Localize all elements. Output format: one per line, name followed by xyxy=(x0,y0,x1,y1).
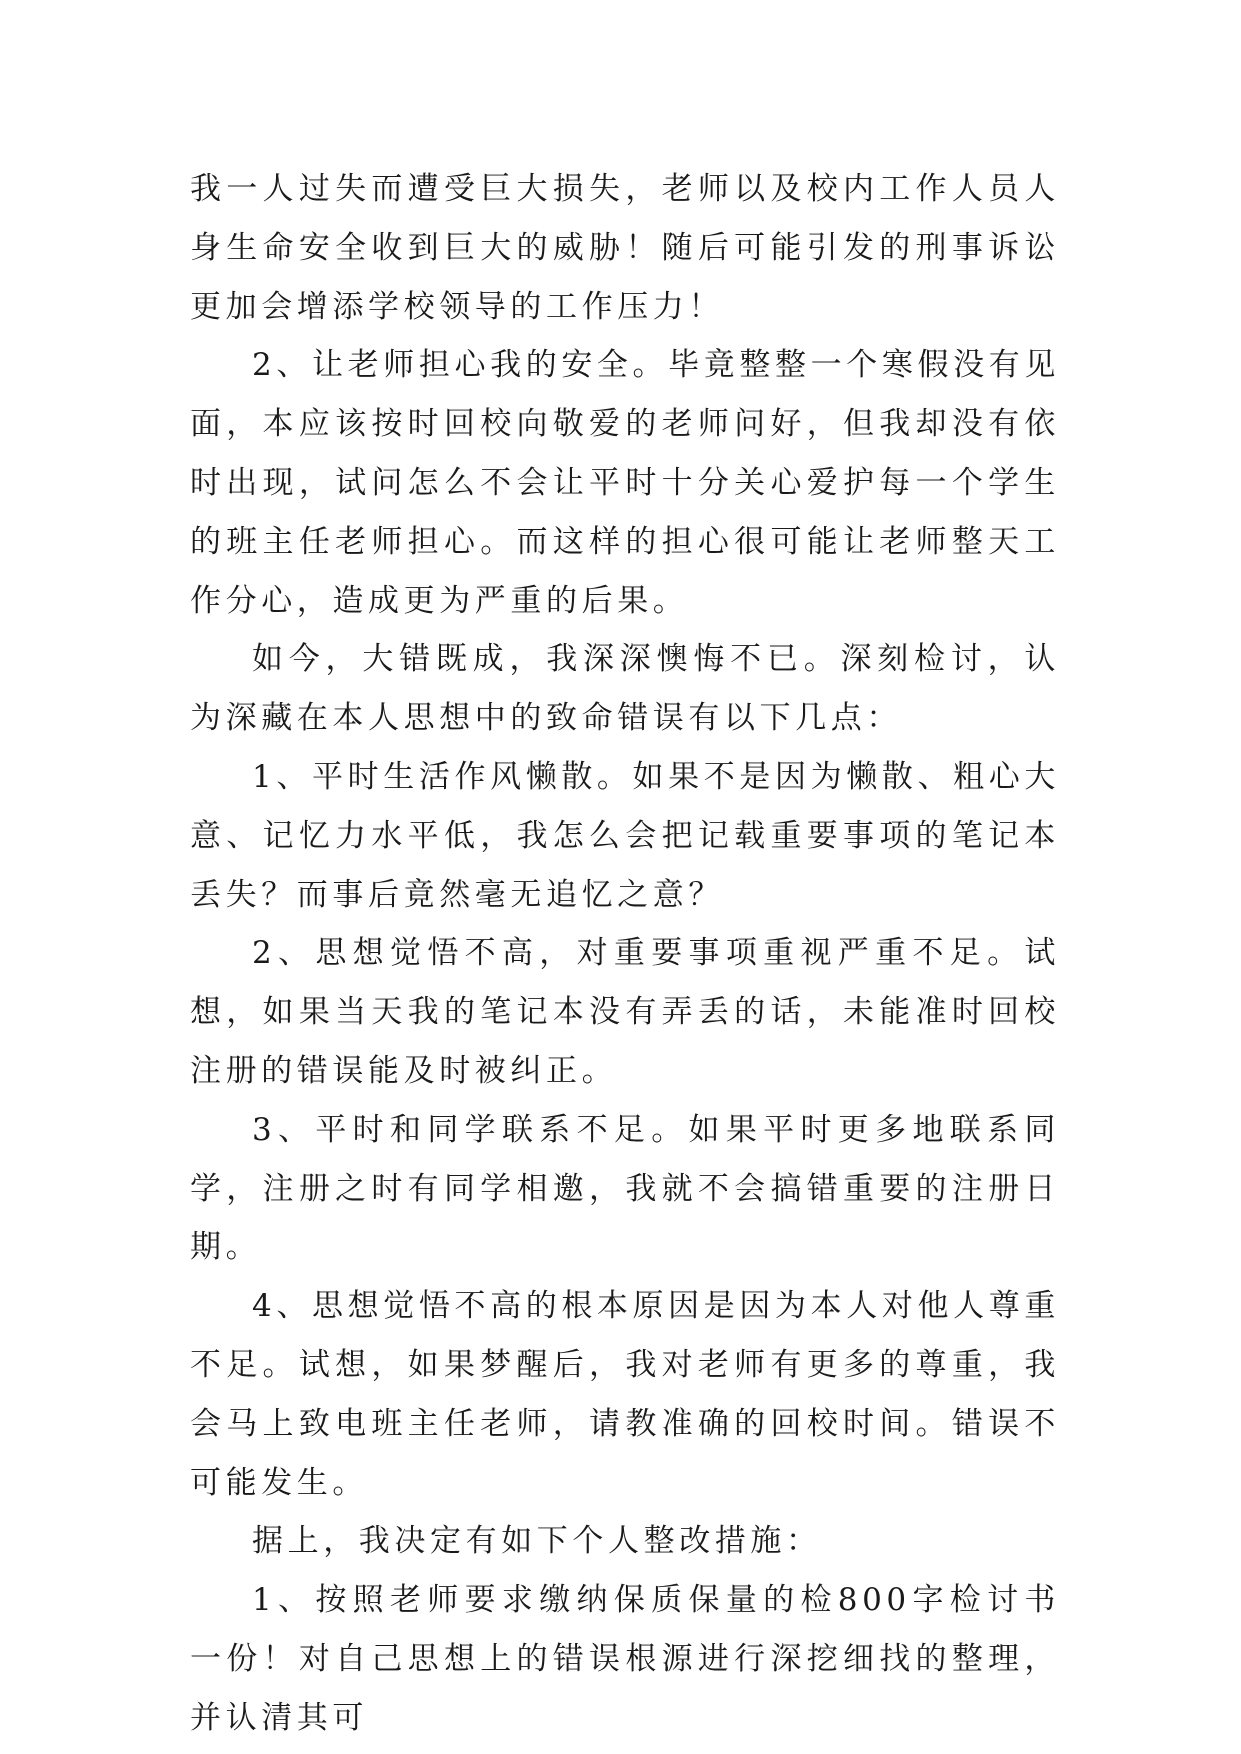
paragraph-8: 据上，我决定有如下个人整改措施： xyxy=(252,1523,822,1560)
paragraph-3: 如今，大错既成，我深深懊悔不已。深刻检讨，认为深藏在本人思想中的致命错误有以下几点： xyxy=(190,641,1060,737)
paragraph-5: 2、思想觉悟不高，对重要事项重视严重不足。试想，如果当天我的笔记本没有弄丢的话，未能准时回校注册的错误能及时被纠正。 xyxy=(190,935,1060,1089)
paragraph-1: 我一人过失而遭受巨大损失，老师以及校内工作人员人身生命安全收到巨大的威胁！随后可能引发的刑事诉讼更加会增添学校领导的工作压力！ xyxy=(190,171,1060,325)
paragraph-6: 3、平时和同学联系不足。如果平时更多地联系同学，注册之时有同学相邀，我就不会搞错重要的注册日期。 xyxy=(190,1111,1060,1266)
paragraph-9: 1、按照老师要求缴纳保质保量的检800字检讨书一份！对自己思想上的错误根源进行深挖细找的整理，并认清其可 xyxy=(190,1582,1060,1736)
paragraph-2: 2、让老师担心我的安全。毕竟整整一个寒假没有见面，本应该按时回校向敬爱的老师问好，但我却没有依时出现，试问怎么不会让平时十分关心爱护每一个学生的班主任老师担心。而这样的担心很可能让老师整天工作分心，造成更为严重的后果。 xyxy=(190,347,1060,619)
paragraph-7: 4、思想觉悟不高的根本原因是因为本人对他人尊重不足。试想，如果梦醒后，我对老师有更多的尊重，我会马上致电班主任老师，请教准确的回校时间。错误不可能发生。 xyxy=(190,1288,1060,1501)
document-body xyxy=(190,160,1060,1748)
paragraph-4: 1、平时生活作风懒散。如果不是因为懒散、粗心大意、记忆力水平低，我怎么会把记载重要事项的笔记本丢失？而事后竟然毫无追忆之意？ xyxy=(190,758,1060,913)
